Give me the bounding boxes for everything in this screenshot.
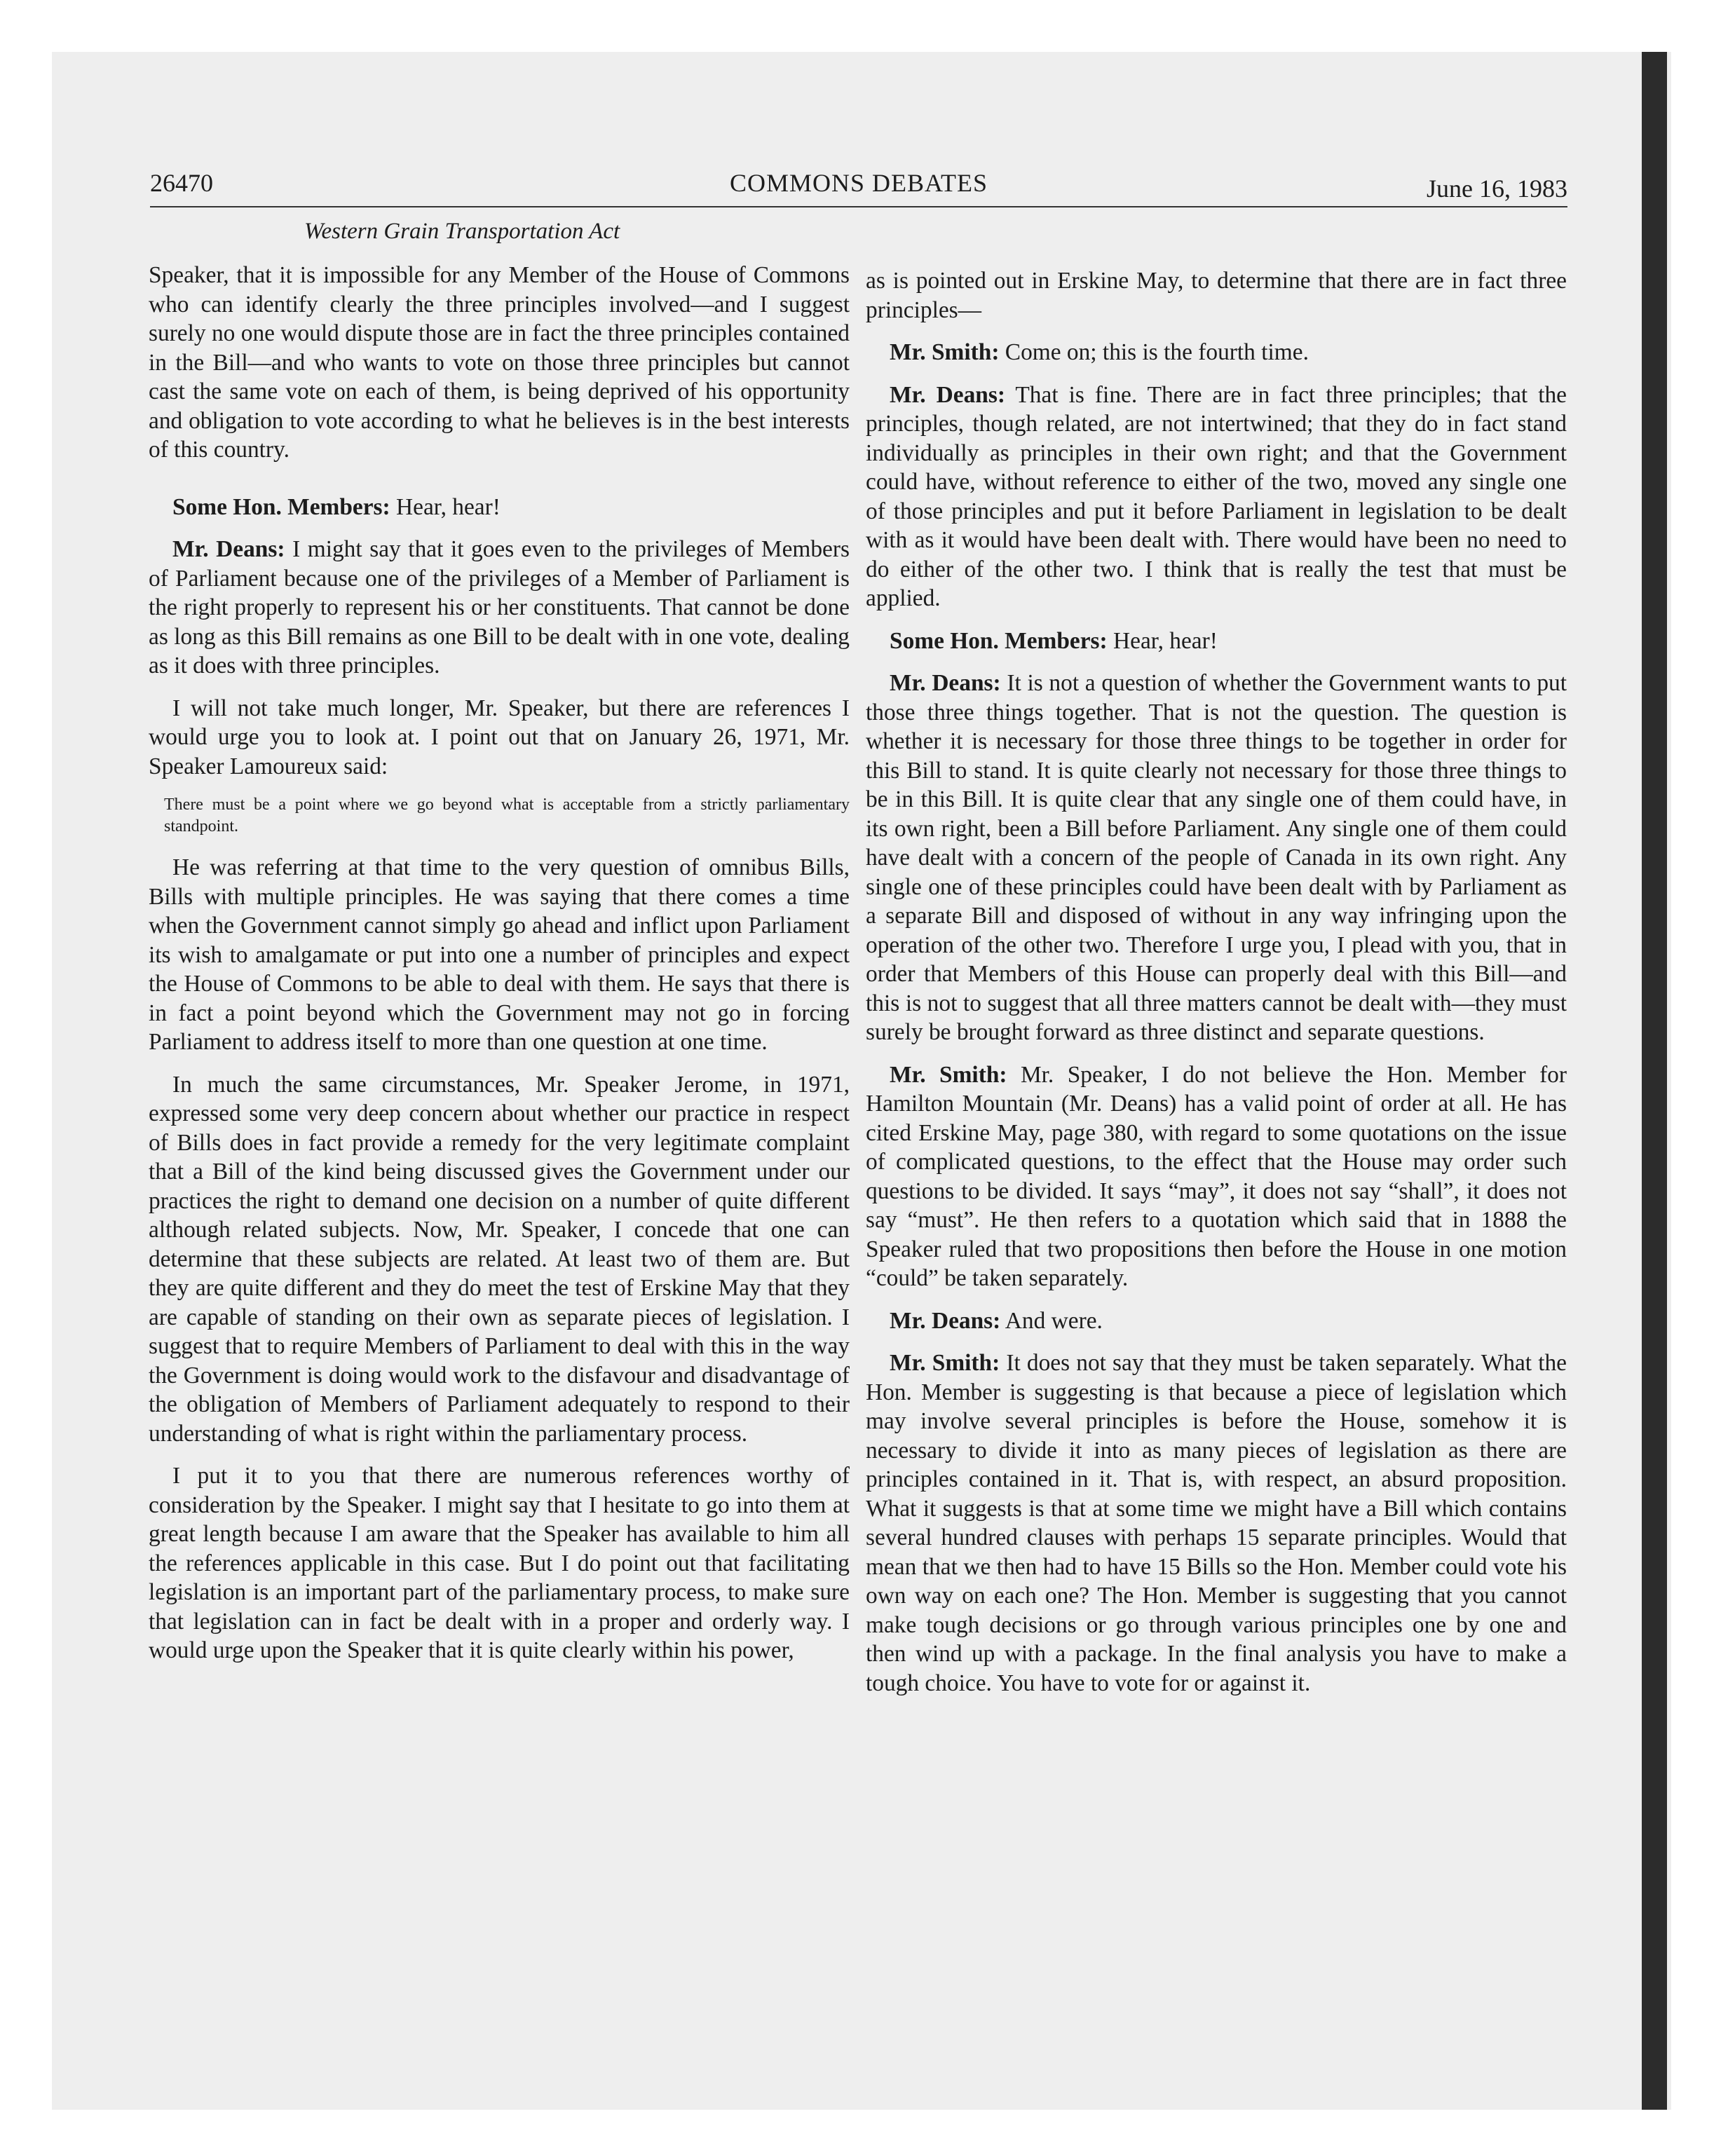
page-header [150, 165, 1567, 207]
speaker-name: Mr. Smith: [890, 1061, 1007, 1088]
paragraph: I will not take much longer, Mr. Speaker, but there are references I would urge you to look at. I point out that on January 26, 1971, Mr. Speaker Lamoureux said: [149, 695, 850, 779]
paragraph: Mr. Smith: Mr. Speaker, I do not believe the Hon. Member for Hamilton Mountain (Mr. Deans) has a valid point of order at all. He has cited Erskine May, page 380, with regard to some quotations on the issue of complicated questions, to the effect that the House may order such questions to be divided. It says “may”, it does not say “shall”, it does not say “must”. He then refers to a quotation which said that in 1888 the Speaker ruled that two propositions then before the House in one motion “could” be taken separately. [866, 1061, 1567, 1291]
paragraph: Mr. Deans: I might say that it goes even to the privileges of Members of Parliament because one of the privileges of a Member of Parliament is the right properly to represent his or her constituents. That cannot be done as long as this Bill remains as one Bill to be dealt with in one vote, dealing as it does with three principles. [149, 536, 850, 678]
speaker-name: Some Hon. Members: [890, 627, 1108, 654]
publication-title: COMMONS DEBATES [729, 169, 988, 197]
paragraph: He was referring at that time to the very question of omnibus Bills, Bills with multiple principles. He was saying that there comes a time when the Government cannot simply go ahead and inflict upon Parliament its wish to amalgamate or put into one a number of principles and expect the House of Commons to be able to deal with them. He says that there is in fact a point beyond which the Government may not go in forcing Parliament to address itself to more than one question at one time. [149, 854, 850, 1055]
page-number: 26470 [150, 169, 213, 197]
scan-edge-shadow [1642, 52, 1667, 2110]
paragraph: I put it to you that there are numerous references worthy of consideration by the Speaker. I might say that I hesitate to go into them at great length because I am aware that the Speaker has available to him all the references applicable in this case. But I do point out that facilitating legislation is an important part of the parliamentary process, to make sure that legislation can in fact be dealt with in a proper and orderly way. I would urge upon the Speaker that it is quite clearly within his power, [149, 1463, 850, 1663]
right-column [866, 266, 1567, 1711]
section-subheading: Western Grain Transportation Act [304, 219, 620, 244]
speaker-name: Mr. Deans: [890, 1307, 1001, 1334]
speaker-name: Mr. Smith: [890, 339, 1000, 365]
speaker-name: Mr. Deans: [890, 670, 1001, 696]
paragraph: Some Hon. Members: Hear, hear! [890, 627, 1218, 654]
speaker-name: Some Hon. Members: [172, 493, 390, 520]
paragraph: Mr. Deans: And were. [890, 1307, 1103, 1334]
speaker-name: Mr. Smith: [890, 1350, 1000, 1376]
paragraph: In much the same circumstances, Mr. Speaker Jerome, in 1971, expressed some very deep concern about whether our practice in respect of Bills does in fact provide a remedy for the very legitimate complaint that a Bill of the kind being discussed gives the Government under our practices the right to demand one decision on a number of quite different although related subjects. Now, Mr. Speaker, I concede that one can determine that these subjects are related. At least two of them are. But they are quite different and they do meet the test of Erskine May that they are capable of standing on their own as separate pieces of legislation. I suggest that to require Members of Parliament to deal with this in the way the Government is doing would work to the disfavour and disadvantage of the obligation of Members of Parliament adequately to respond to their understanding of what is right within the parliamentary process. [149, 1071, 850, 1447]
paragraph: Some Hon. Members: Hear, hear! [172, 493, 501, 520]
speaker-name: Mr. Deans: [172, 536, 285, 562]
paragraph: Mr. Smith: It does not say that they must be taken separately. What the Hon. Member is suggesting is that because a piece of legislation which may involve several principles is before the House, somehow it is necessary to divide it into as many pieces of legislation as there are principles contained in it. That is, with respect, an absurd proposition. What it suggests is that at some time we might have a Bill which contains several hundred clauses with perhaps 15 separate principles. Would that mean that we then had to have 15 Bills so the Hon. Member could vote his own way on each one? The Hon. Member is suggesting that you cannot make tough decisions or go through various principles one by one and then wind up with a package. In the final analysis you have to make a tough choice. You have to vote for or against it. [866, 1350, 1567, 1696]
paragraph: Mr. Deans: It is not a question of whether the Government wants to put those three things together. That is not the question. The question is whether it is necessary for those three things to be together in order for this Bill to stand. It is quite clearly not necessary for those three things to be in this Bill. It is quite clear that any single one of them could have, in its own right, been a Bill before Parliament. Any single one of them could have dealt with a concern of the people of Canada in its own right. Any single one of these principles could have been dealt with by Parliament as a separate Bill and disposed of without in any way infringing upon the operation of the other two. Therefore I urge you, I plead with you, that in order that Members of this House can properly deal with this Bill—and this is not to suggest that all three matters cannot be dealt with—they must surely be brought forward as three distinct and separate questions. [866, 670, 1567, 1045]
block-quote: There must be a point where we go beyond what is acceptable from a strictly parliamentary standpoint. [164, 796, 850, 835]
paragraph: as is pointed out in Erskine May, to determine that there are in fact three principles— [866, 268, 1567, 323]
paragraph: Mr. Deans: That is fine. There are in fact three principles; that the principles, though related, are not intertwined; that they do in fact stand individually as principles in their own right; and that the Government could have, without reference to either of the two, moved any single one of those principles and put it before Parliament in legislation to be dealt with as it would have been dealt with. There would have been no need to do either of the other two. I think that is really the test that must be applied. [866, 381, 1567, 611]
left-column [149, 261, 850, 1679]
paragraph: Speaker, that it is impossible for any Member of the House of Commons who can identify clearly the three principles involved—and I suggest surely no one would dispute those are in fact the three principles contained in the Bill—and who wants to vote on those three principles but cannot cast the same vote on each of them, is being deprived of his opportunity and obligation to vote according to what he believes is in the best interests of this country. [149, 262, 850, 463]
paragraph: Mr. Smith: Come on; this is the fourth time. [890, 339, 1309, 365]
page-date: June 16, 1983 [1427, 175, 1567, 203]
speaker-name: Mr. Deans: [890, 381, 1005, 408]
